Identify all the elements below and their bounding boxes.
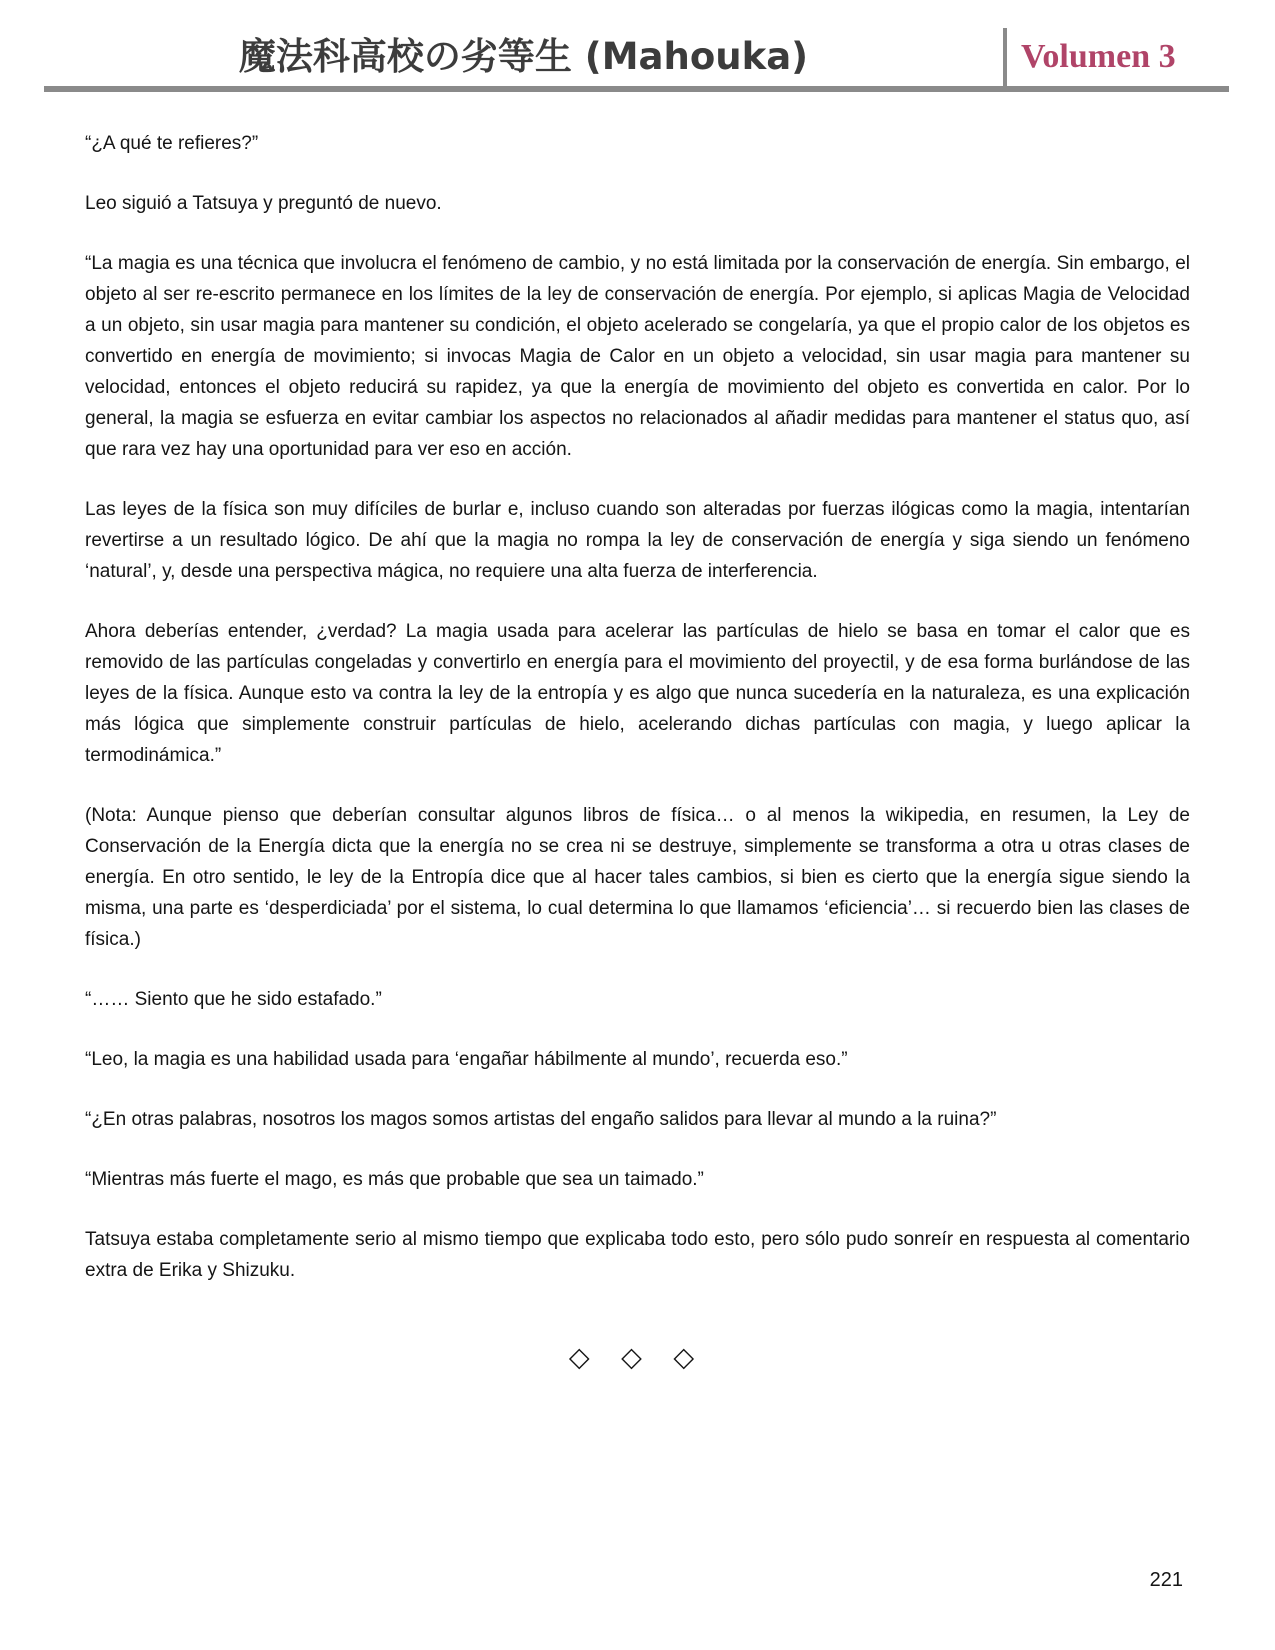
page-number: 221 xyxy=(1149,1569,1183,1591)
paragraph-narration-2: Tatsuya estaba completamente serio al mismo tiempo que explicaba todo esto, pero sólo pudo sonreír en respuesta al comentario extra de Erika y Shizuku. xyxy=(85,1229,1190,1281)
scene-break-diamonds: ◇ ◇ ◇ xyxy=(568,1342,707,1372)
paragraph-dialogue-2: “La magia es una técnica que involucra el fenómeno de cambio, y no está limitada por la conservación de energía. Sin embargo, el objeto al ser re-escrito permanece en los límites de la ley de conservación de energía. Por ejemplo, si aplicas Magia de Velocidad a un objeto, sin usar magia para mantener su condición, el objeto acelerado se congelaría, ya que el propio calor de los objetos es convertido en energía de movimiento; si invocas Magia de Calor en un objeto a velocidad, sin usar magia para mantener su velocidad, entonces el objeto reducirá su rapidez, ya que la energía de movimiento del objeto es convertida en calor. Por lo general, la magia se esfuerza en evitar cambiar los aspectos no relacionados al añadir medidas para mantener el status quo, así que rara vez hay una oportunidad para ver eso en acción. xyxy=(85,253,1190,460)
paragraph-dialogue-4: Ahora deberías entender, ¿verdad? La magia usada para acelerar las partículas de hielo se basa en tomar el calor que es removido de las partículas congeladas y convertirlo en energía para el movimiento del proyectil, y de esa forma burlándose de las leyes de la física. Aunque esto va contra la ley de la entropía y es algo que nunca sucedería en la naturaleza, es una explicación más lógica que simplemente construir partículas de hielo, acelerando dichas partículas con magia, y luego aplicar la termodinámica.” xyxy=(85,621,1190,766)
page-body xyxy=(85,128,1190,1373)
paragraph-dialogue-5: “…… Siento que he sido estafado.” xyxy=(85,989,382,1010)
volume-label: Volumen 3 xyxy=(1021,38,1176,75)
paragraph-dialogue-3: Las leyes de la física son muy difíciles de burlar e, incluso cuando son alteradas por fuerzas ilógicas como la magia, intentarían revertirse a un resultado lógico. De ahí que la magia no rompa la ley de conservación de energía y siga siendo un fenómeno ‘natural’, y, desde una perspectiva mágica, no requiere una alta fuerza de interferencia. xyxy=(85,499,1190,582)
paragraph-translator-note: (Nota: Aunque pienso que deberían consultar algunos libros de física… o al menos la wikipedia, en resumen, la Ley de Conservación de la Energía dicta que la energía no se crea ni se destruye, simplemente se transforma a otra u otras clases de energía. En otro sentido, le ley de la Entropía dice que al hacer tales cambios, si bien es cierto que la energía sigue siendo la misma, una parte es ‘desperdiciada’ por el sistema, lo cual determina lo que llamamos ‘eficiencia’… si recuerdo bien las clases de física.) xyxy=(85,805,1190,950)
paragraph-dialogue-1: “¿A qué te refieres?” xyxy=(85,133,259,154)
paragraph-narration-1: Leo siguió a Tatsuya y preguntó de nuevo. xyxy=(85,193,442,214)
paragraph-dialogue-6: “Leo, la magia es una habilidad usada para ‘engañar hábilmente al mundo’, recuerda eso.” xyxy=(85,1049,848,1070)
paragraph-dialogue-7: “¿En otras palabras, nosotros los magos somos artistas del engaño salidos para llevar al mundo a la ruina?” xyxy=(85,1109,997,1130)
paragraph-dialogue-8: “Mientras más fuerte el mago, es más que probable que sea un taimado.” xyxy=(85,1169,704,1190)
page-header xyxy=(44,0,1229,92)
document-title: 魔法科高校の劣等生 (Mahouka) xyxy=(238,35,809,79)
